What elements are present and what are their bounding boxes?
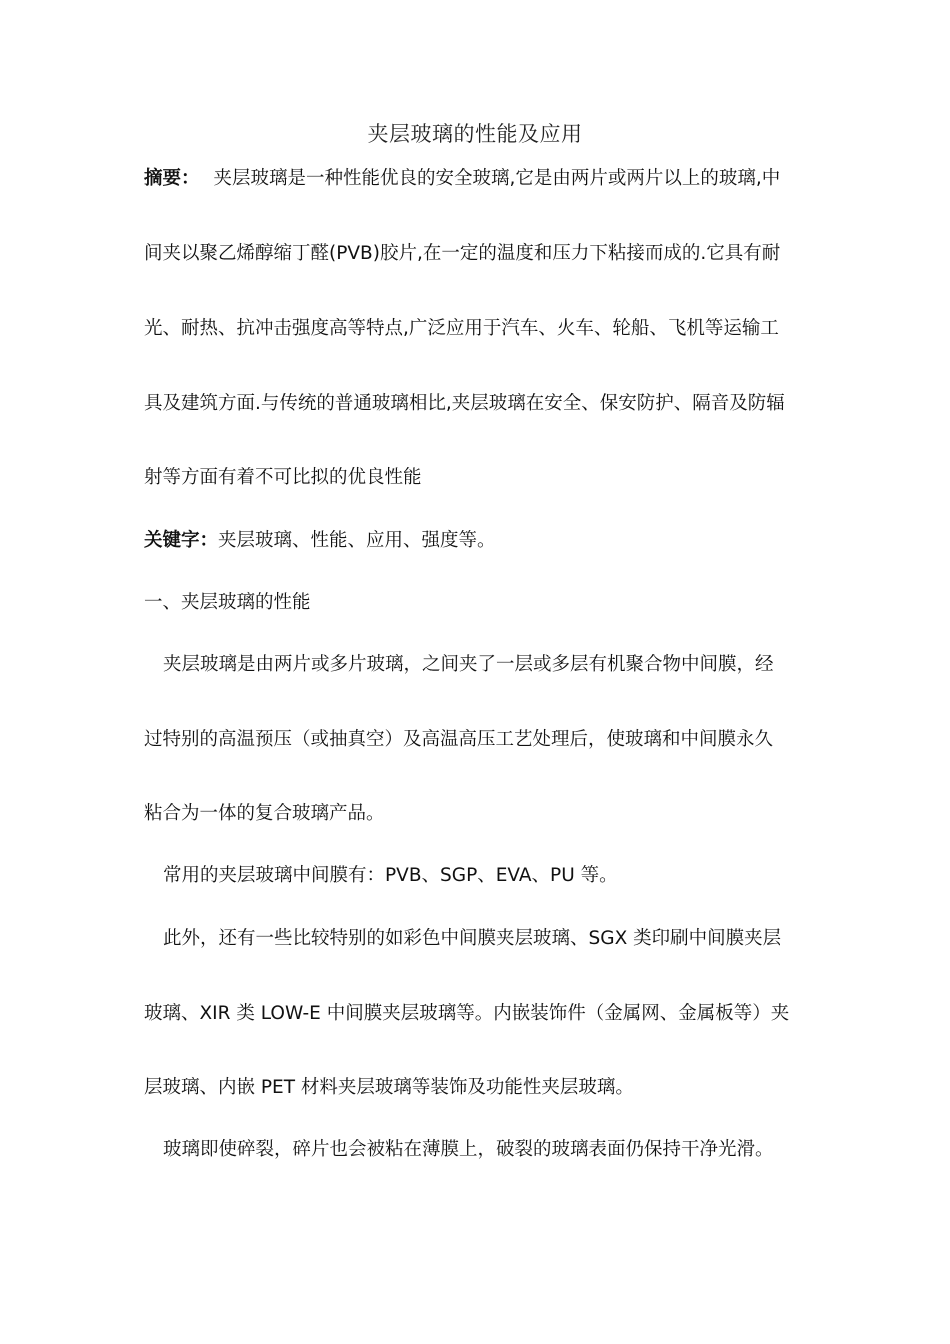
abstract-line: 光、耐热、抗冲击强度高等特点,广泛应用于汽车、火车、轮船、飞机等运输工 (144, 318, 779, 339)
keywords-line (144, 526, 810, 552)
paragraph-line: 过特别的高温预压（或抽真空）及高温高压工艺处理后，使玻璃和中间膜永久 (144, 729, 774, 750)
paragraph-line: 玻璃、XIR 类 LOW-E 中间膜夹层玻璃等。内嵌装饰件（金属网、金属板等）夹 (144, 1003, 790, 1024)
paragraph-line: 夹层玻璃是由两片或多片玻璃，之间夹了一层或多层有机聚合物中间膜，经 (163, 654, 774, 675)
abstract-label: 摘要： (144, 168, 200, 189)
paragraph-line: 常用的夹层玻璃中间膜有：PVB、SGP、EVA、PU 等。 (163, 865, 618, 886)
keywords-label: 关键字： (144, 530, 219, 551)
paragraph-line: 粘合为一体的复合玻璃产品。 (144, 803, 385, 824)
paragraph-line: 此外，还有一些比较特别的如彩色中间膜夹层玻璃、SGX 类印刷中间膜夹层 (163, 928, 782, 949)
paragraph-line: 玻璃即使碎裂，碎片也会被粘在薄膜上，破裂的玻璃表面仍保持干净光滑。 (163, 1139, 774, 1160)
abstract-text: 夹层玻璃是一种性能优良的安全玻璃,它是由两片或两片以上的玻璃,中 (213, 168, 781, 189)
abstract-line (144, 164, 810, 190)
abstract-line: 射等方面有着不可比拟的优良性能 (144, 467, 422, 488)
paragraph-line: 层玻璃、内嵌 PET 材料夹层玻璃等装饰及功能性夹层玻璃。 (144, 1077, 634, 1098)
document-title: 夹层玻璃的性能及应用 (367, 122, 583, 146)
section-heading: 一、夹层玻璃的性能 (144, 592, 311, 613)
keywords-text: 夹层玻璃、性能、应用、强度等。 (218, 530, 496, 551)
abstract-line: 间夹以聚乙烯醇缩丁醛(PVB)胶片,在一定的温度和压力下粘接而成的.它具有耐 (144, 243, 781, 264)
abstract-line: 具及建筑方面.与传统的普通玻璃相比,夹层玻璃在安全、保安防护、隔音及防辐 (144, 393, 785, 414)
